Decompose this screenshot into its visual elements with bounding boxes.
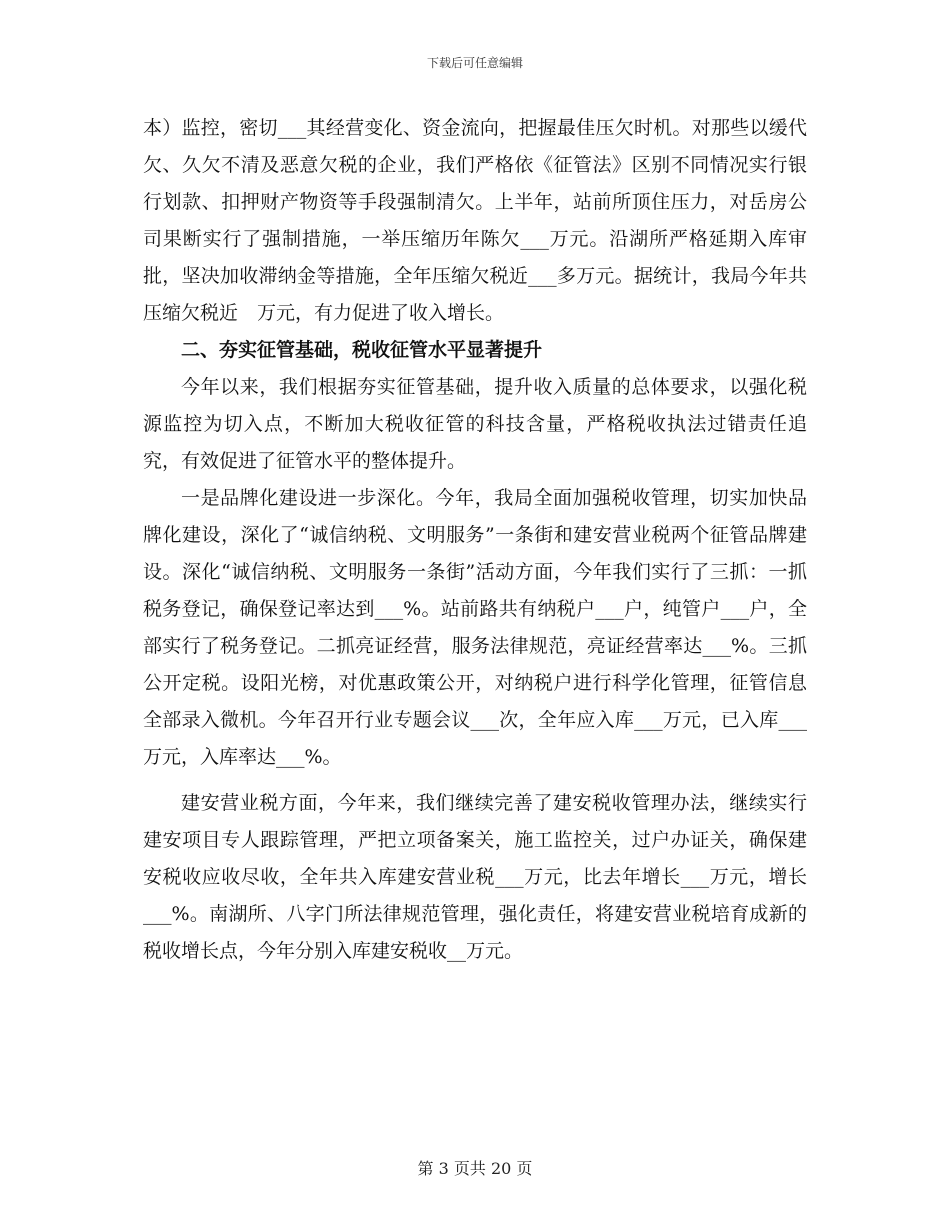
paragraph-branding: 一是品牌化建设进一步深化。今年，我局全面加强税收管理，切实加快品牌化建设，深化了“诚信纳税、文明服务”一条街和建安营业税两个征管品牌建设。深化“诚信纳税、文明服务一条街”活动方面，今年我们实行了三抓：一抓税务登记，确保登记率达到___%。站前路共有纳税户___户，纯管户___户，全部实行了税务登记。二抓亮证经营，服务法律规范，亮证经营率达___%。三抓公开定税。设阳光榜，对优惠政策公开，对纳税户进行科学化管理，征管信息全部录入微机。今年召开行业专题会议___次，全年应入库___万元，已入库___万元，入库率达___%。	[143, 487, 807, 768]
paragraph-continuation: 本）监控，密切___其经营变化、资金流向，把握最佳压欠时机。对那些以缓代欠、久欠不清及恶意欠税的企业，我们严格依《征管法》区别不同情况实行银行划款、扣押财产物资等手段强制清欠。上半年，站前所顶住压力，对岳房公司果断实行了强制措施，一举压缩历年陈欠___万元。沿湖所严格延期入库审批，坚决加收滞纳金等措施，全年压缩欠税近___多万元。据统计，我局今年共压缩欠税近 万元，有力促进了收入增长。	[143, 117, 807, 324]
page-header: 下载后可任意编辑	[426, 56, 523, 70]
document-body	[143, 110, 807, 970]
paragraph-construction-tax: 建安营业税方面，今年来，我们继续完善了建安税收管理办法，继续实行建安项目专人跟踪管理，严把立项备案关，施工监控关，过户办证关，确保建安税收应收尽收，全年共入库建安营业税___万元，比去年增长___万元，增长___%。南湖所、八字门所法律规范管理，强化责任，将建安营业税培育成新的税收增长点，今年分别入库建安税收__万元。	[143, 792, 807, 962]
page-footer: 第 3 页共 20 页	[417, 1159, 533, 1178]
section-heading: 二、夯实征管基础，税收征管水平显著提升	[181, 339, 543, 361]
paragraph-intro: 今年以来，我们根据夯实征管基础，提升收入质量的总体要求，以强化税源监控为切入点，不断加大税收征管的科技含量，严格税收执法过错责任追究，有效促进了征管水平的整体提升。	[143, 376, 807, 472]
